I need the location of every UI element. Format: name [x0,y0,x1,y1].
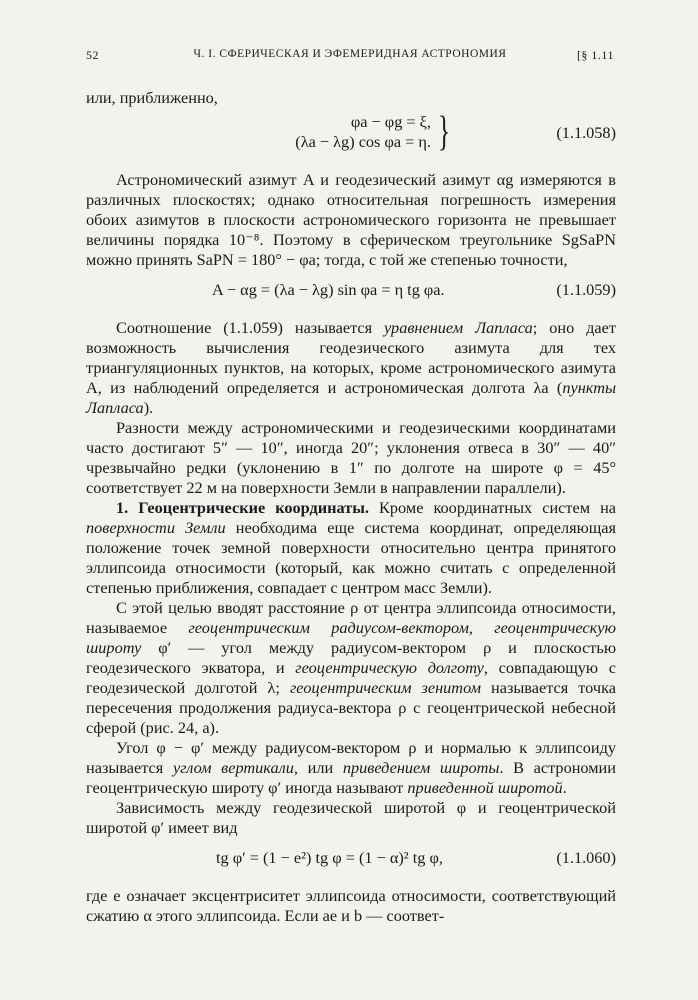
paragraph-differences: Разности между астрономическими и геодезическими координатами часто достигают 5″ — 10″, иногда 20″; уклонения отвеса в 30″ — 40″ чрезвычайно редки (уклонению в 1″ по долготе на широте φ = 45° соответствует 22 м на поверхности Земли в направлении параллели). [86,418,616,497]
section-heading: 1. Геоцентрические координаты. [116,498,370,517]
intro-line: или, приближенно, [86,88,218,107]
equation-formula: tg φ′ = (1 − e²) tg φ = (1 − α)² tg φ, [216,848,443,867]
text-run: Угол φ − φ′ между радиусом-вектором ρ и нормалью к эллипсоиду называется [86,738,616,777]
paragraph-geocentric [86,498,616,598]
chapter-title: Ч. I. СФЕРИЧЕСКАЯ И ЭФЕМЕРИДНАЯ АСТРОНОМИЯ [193,48,507,60]
term-laplace-points: пункты Лапласа [86,378,616,417]
term-radius-vector: геоцентрическим радиусом-вектором [188,618,469,637]
text-run: необходима еще система координат, определяющая положение точек земной поверхности относительно центра принятого эллипсоида относимости (который, как можно считать с определенной степенью приближения, совпадает с центром масс Земли). [86,518,616,597]
term-geocentric-latitude: геоцентрическую широту [86,618,616,657]
text-run: . В астрономии геоцентрическую широту φ′ иногда называют [86,758,616,797]
paragraph-radius-vector [86,598,616,738]
text-run: , [468,618,495,637]
equation-number: (1.1.059) [556,280,616,299]
text-run: . [562,778,567,797]
term-latitude-reduction: приведением широты [342,758,500,777]
equation-line-1: φa − φg = ξ, [350,112,431,131]
equation-formula: A − αg = (λa − λg) sin φa = η tg φa. [212,280,445,299]
term-vertical-angle: углом вертикали [172,758,294,777]
body-text [86,88,616,926]
term-reduced-latitude: приведенной широтой [407,778,563,797]
paragraph-eccentricity: где e означает эксцентриситет эллипсоида относимости, соответствующий сжатию α этого эллипсоида. Если ae и b — соответ- [86,886,616,925]
text-run: , совпадающую с геодезической долготой λ; [86,658,616,697]
equation-1-1-058 [86,110,616,158]
paragraph-vertical-angle [86,738,616,798]
text-run: С этой целью вводят расстояние ρ от центра эллипсоида относимости, называемое [86,598,616,637]
term-earth-surface: поверхности Земли [86,518,226,537]
equation-number: (1.1.058) [556,123,616,142]
paragraph-laplace [86,318,616,418]
text-run: ; оно дает возможность вычисления геодезического азимута для тех триангуляционных пунктов, на которых, кроме астрономического азимута A, из наблюдений определяется и астрономическая долгота λa ( [86,318,616,397]
text-run: ). [143,398,154,417]
page-number: 52 [86,48,99,62]
equation-1-1-059 [86,280,616,302]
term-laplace-equation: уравнением Лапласа [384,318,533,337]
text-run: , или [293,758,343,777]
section-marker: [§ 1.11 [576,48,614,62]
text-run: Кроме координатных систем на [369,498,617,517]
paragraph-azimuth: Астрономический азимут A и геодезический азимут αg измеряются в различных плоскостях; однако относительная погрешность измерения обоих азимутов в плоскости астрономического горизонта не превышает величины порядка 10⁻⁸. Поэтому в сферическом треугольнике SgSaPN можно принять SaPN = 180° − φa; тогда, с той же степенью точности, [86,170,616,269]
equation-number: (1.1.060) [556,848,616,867]
text-run: φ′ — угол между радиусом-вектором ρ и плоскостью геодезического экватора, и [86,638,616,677]
equation-line-2: (λa − λg) cos φa = η. [295,132,431,151]
term-geocentric-zenith: геоцентрическим зенитом [289,678,481,697]
text-run: Соотношение (1.1.059) называется [116,318,385,337]
paragraph-dependence: Зависимость между геодезической широтой φ и геоцентрической широтой φ′ имеет вид [86,798,616,837]
right-brace: } [438,109,451,155]
equation-1-1-060 [86,848,616,870]
text-run: называется точка пересечения продолжения радиуса-вектора ρ с геоцентрической небесной сферой (рис. 24, а). [86,678,616,737]
term-geocentric-longitude: геоцентрическую долготу [295,658,484,677]
